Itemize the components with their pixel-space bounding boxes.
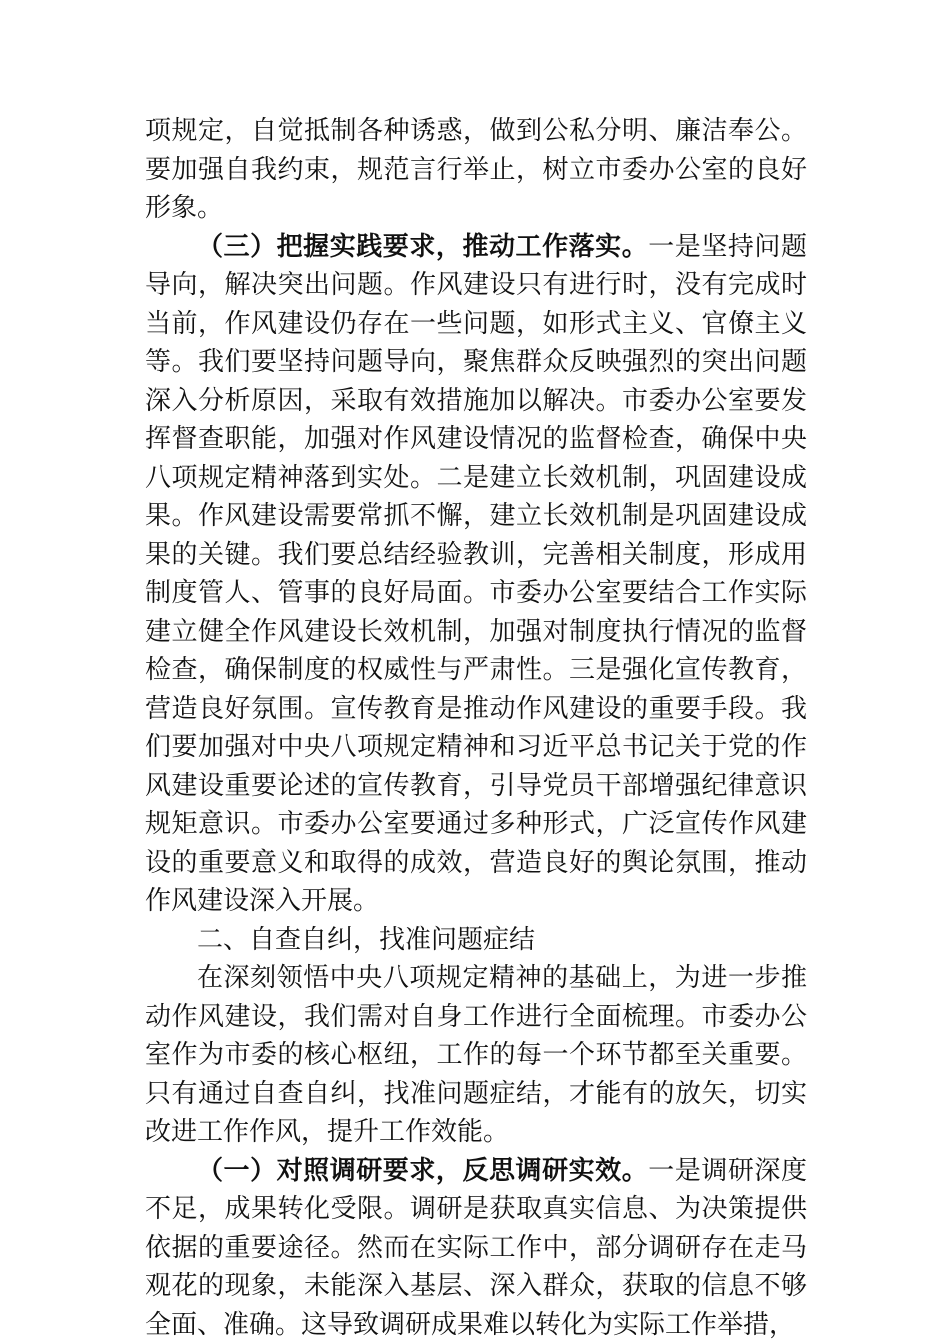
subheading-practice-requirements: （三）把握实践要求，推动工作落实。 <box>197 231 649 262</box>
paragraph-research-body: 一是调研深度不足，成果转化受限。调研是获取真实信息、为决策提供依据的重要途径。然而在实际工作中，部分调研存在走马观花的现象，未能深入基层、深入群众，获取的信息不够全面、准确。这导致调研成果难以转化为实际工作举措， <box>145 1155 807 1340</box>
paragraph-research-requirements <box>145 1152 807 1344</box>
document-body <box>145 112 807 1344</box>
paragraph-self-inspection-intro: 在深刻领悟中央八项规定精神的基础上，为进一步推动作风建设，我们需对自身工作进行全面梳理。市委办公室作为市委的核心枢纽，工作的每一个环节都至关重要。只有通过自查自纠，找准问题症结，才能有的放矢，切实改进工作作风，提升工作效能。 <box>145 963 807 1147</box>
subheading-research-requirements: （一）对照调研要求，反思调研实效。 <box>197 1155 649 1186</box>
paragraph-continuation: 项规定，自觉抵制各种诱惑，做到公私分明、廉洁奉公。要加强自我约束，规范言行举止，树立市委办公室的良好形象。 <box>145 116 807 223</box>
section-heading-self-inspection: 二、自查自纠，找准问题症结 <box>197 924 536 955</box>
paragraph-practice-body: 一是坚持问题导向，解决突出问题。作风建设只有进行时，没有完成时当前，作风建设仍存在一些问题，如形式主义、官僚主义等。我们要坚持问题导向，聚焦群众反映强烈的突出问题深入分析原因，采取有效措施加以解决。市委办公室要发挥督查职能，加强对作风建设情况的监督检查，确保中央八项规定精神落到实处。二是建立长效机制，巩固建设成果。作风建设需要常抓不懈，建立长效机制是巩固建设成果的关键。我们要总结经验教训，完善相关制度，形成用制度管人、管事的良好局面。市委办公室要结合工作实际建立健全作风建设长效机制，加强对制度执行情况的监督检查，确保制度的权威性与严肃性。三是强化宣传教育，营造良好氛围。宣传教育是推动作风建设的重要手段。我们要加强对中央八项规定精神和习近平总书记关于党的作风建设重要论述的宣传教育，引导党员干部增强纪律意识规矩意识。市委办公室要通过多种形式，广泛宣传作风建设的重要意义和取得的成效，营造良好的舆论氛围，推动作风建设深入开展。 <box>145 231 807 916</box>
paragraph-practice-requirements <box>145 228 807 921</box>
